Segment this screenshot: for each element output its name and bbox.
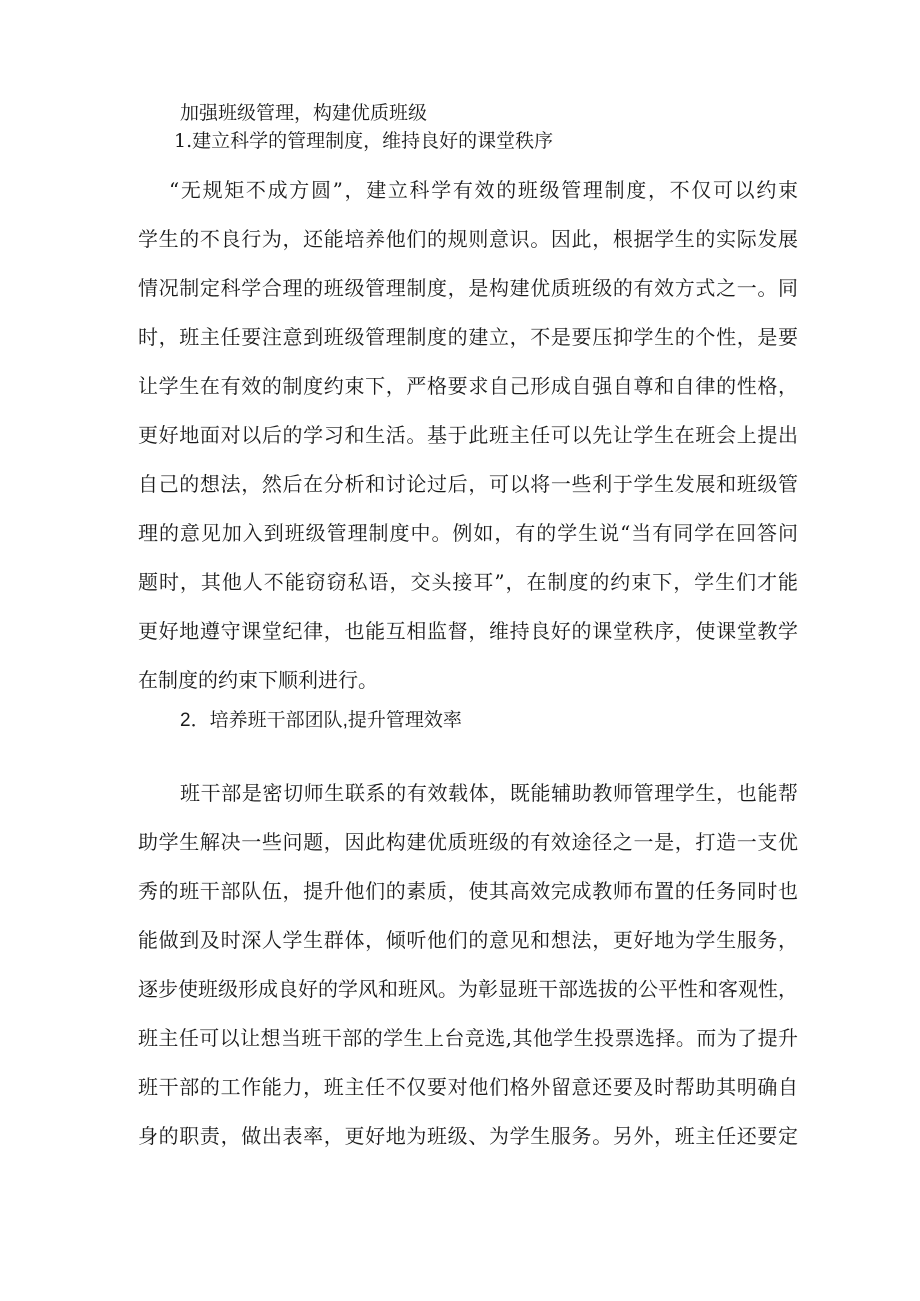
paragraph-line: 题时，其他人不能窃窃私语，交头接耳”，在制度的约束下，学生们才能 (138, 570, 798, 594)
paragraph-line: 秀的班干部队伍，提升他们的素质，使其高效完成教师布置的任务同时也 (138, 879, 798, 903)
paragraph-line: 助学生解决一些问题，因此构建优质班级的有效途径之一是，打造一支优 (138, 830, 798, 854)
paragraph-line: 情况制定科学合理的班级管理制度，是构建优质班级的有效方式之一。同 (138, 276, 798, 300)
paragraph-line: 班主任可以让想当班干部的学生上台竞选,其他学生投票选择。而为了提升 (138, 1026, 798, 1050)
section-2-heading: 2．培养班干部团队,提升管理效率 (180, 710, 462, 731)
paragraph-line: “无规矩不成方圆”，建立科学有效的班级管理制度，不仅可以约束 (169, 178, 798, 202)
paragraph-line: 班干部的工作能力，班主任不仅要对他们格外留意还要及时帮助其明确自 (138, 1075, 798, 1099)
section-1-heading: 1.建立科学的管理制度，维持良好的课堂秩序 (174, 130, 554, 152)
paragraph-line: 能做到及时深人学生群体，倾听他们的意见和想法，更好地为学生服务， (138, 928, 798, 952)
paragraph-line: 让学生在有效的制度约束下，严格要求自己形成自强自尊和自律的性格， (138, 374, 798, 398)
paragraph-line: 逐步使班级形成良好的学风和班风。为彰显班干部选拔的公平性和客观性， (138, 977, 798, 1001)
paragraph-line: 更好地面对以后的学习和生活。基于此班主任可以先让学生在班会上提出 (138, 423, 798, 447)
section-1-paragraph (138, 166, 798, 705)
paragraph-line: 身的职责，做出表率，更好地为班级、为学生服务。另外，班主任还要定 (138, 1124, 798, 1148)
section-2-paragraph (138, 769, 798, 1161)
paragraph-line: 学生的不良行为，还能培养他们的规则意识。因此，根据学生的实际发展 (138, 227, 798, 251)
paragraph-line: 时，班主任要注意到班级管理制度的建立，不是要压抑学生的个性，是要 (138, 325, 798, 349)
paragraph-line: 理的意见加入到班级管理制度中。例如，有的学生说“当有同学在回答问 (138, 521, 798, 545)
paragraph-line: 自己的想法，然后在分析和讨论过后，可以将一些利于学生发展和班级管 (138, 472, 798, 496)
paragraph-line: 更好地遵守课堂纪律，也能互相监督，维持良好的课堂秩序，使课堂教学 (138, 619, 798, 643)
paragraph-line: 班干部是密切师生联系的有效载体，既能辅助教师管理学生，也能帮 (180, 781, 798, 805)
paragraph-line: 在制度的约束下顺利进行。 (138, 668, 378, 692)
document-title: 加强班级管理，构建优质班级 (180, 102, 428, 124)
